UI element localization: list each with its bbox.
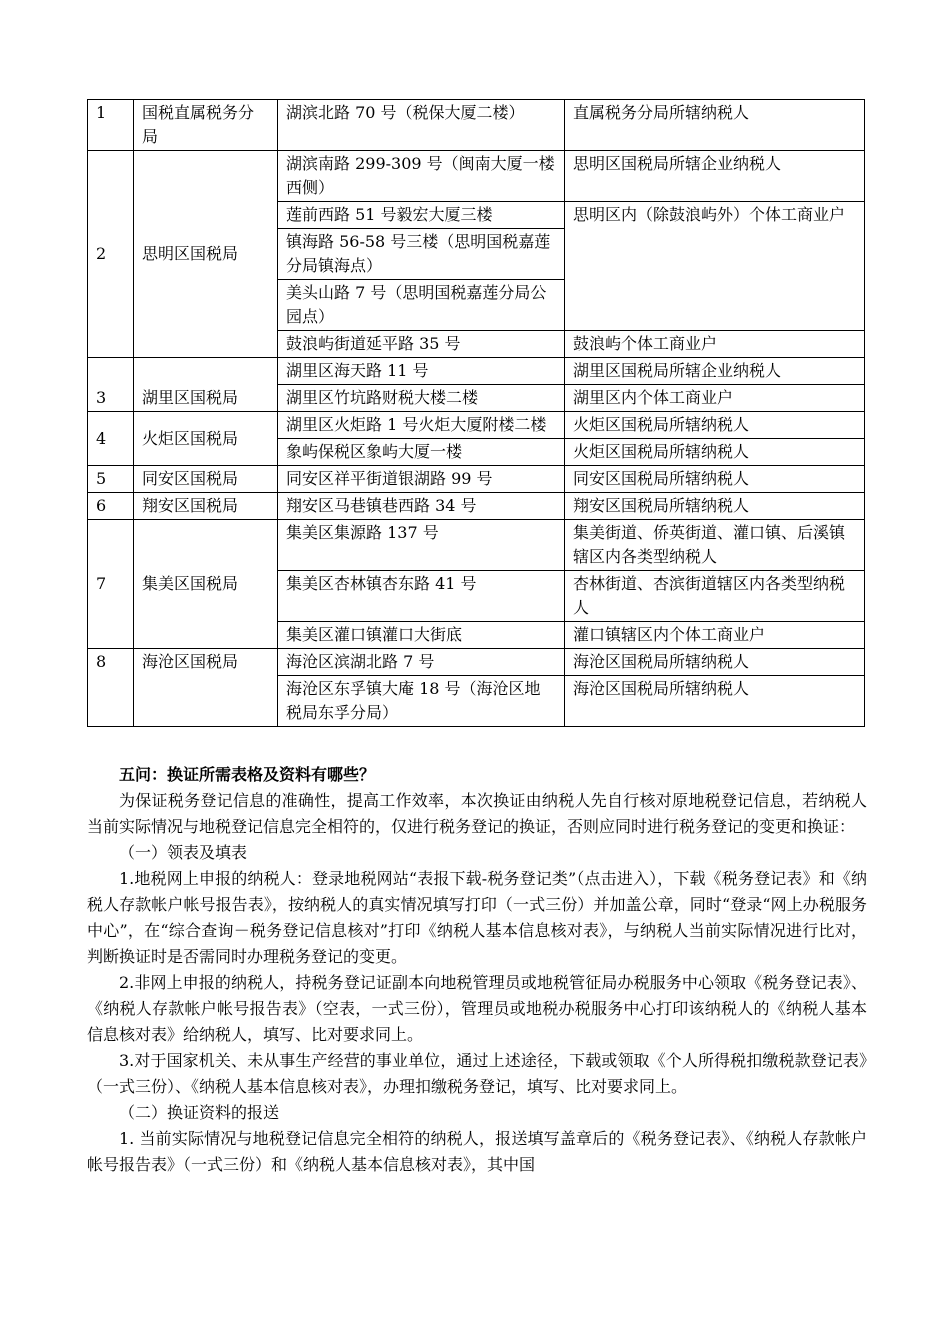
table-row — [88, 520, 865, 571]
paragraph-state-agencies: 3.对于国家机关、未从事生产经营的事业单位，通过上述途径，下载或领取《个人所得税扣缴税款登记表》（一式三份）、《纳税人基本信息核对表》，办理扣缴税务登记，填写、比对要求同上。 — [87, 1051, 867, 1096]
table-row — [88, 466, 865, 493]
office-address: 湖滨南路 299-309 号（闽南大厦一楼西侧） — [278, 151, 565, 202]
service-scope: 湖里区国税局所辖企业纳税人 — [565, 358, 865, 385]
office-address: 鼓浪屿街道延平路 35 号 — [278, 331, 565, 358]
office-address: 镇海路 56-58 号三楼（思明国税嘉莲分局镇海点） — [278, 229, 565, 280]
office-address: 集美区集源路 137 号 — [278, 520, 565, 571]
row-number: 7 — [88, 520, 134, 649]
service-scope: 灌口镇辖区内个体工商业户 — [565, 622, 865, 649]
table-row — [88, 100, 865, 151]
service-scope: 火炬区国税局所辖纳税人 — [565, 412, 865, 439]
service-scope: 集美街道、侨英街道、灌口镇、后溪镇辖区内各类型纳税人 — [565, 520, 865, 571]
table-row — [88, 493, 865, 520]
body-text — [87, 762, 867, 1178]
service-scope: 杏林街道、杏滨街道辖区内各类型纳税人 — [565, 571, 865, 622]
office-address: 海沧区东孚镇大庵 18 号（海沧区地税局东孚分局） — [278, 676, 565, 727]
office-address: 同安区祥平街道银湖路 99 号 — [278, 466, 565, 493]
intro-paragraph: 为保证税务登记信息的准确性，提高工作效率，本次换证由纳税人先自行核对原地税登记信息，若纳税人当前实际情况与地税登记信息完全相符的，仅进行税务登记的换证，否则应同时进行税务登记的变更和换证： — [87, 791, 867, 836]
office-address: 湖里区海天路 11 号 — [278, 358, 565, 385]
service-scope: 湖里区内个体工商业户 — [565, 385, 865, 412]
service-scope: 海沧区国税局所辖纳税人 — [565, 649, 865, 676]
bureau-name: 同安区国税局 — [134, 466, 278, 493]
row-number: 5 — [88, 466, 134, 493]
service-scope: 火炬区国税局所辖纳税人 — [565, 439, 865, 466]
row-number: 8 — [88, 649, 134, 727]
bureau-name: 国税直属税务分局 — [134, 100, 278, 151]
office-address: 莲前西路 51 号毅宏大厦三楼 — [278, 202, 565, 229]
service-scope: 思明区内（除鼓浪屿外）个体工商业户 — [565, 202, 865, 331]
section-heading: 五问：换证所需表格及资料有哪些？ — [119, 765, 376, 784]
service-scope: 直属税务分局所辖纳税人 — [565, 100, 865, 151]
row-number: 4 — [88, 412, 134, 466]
paragraph-offline-filers: 2.非网上申报的纳税人，持税务登记证副本向地税管理员或地税管征局办税服务中心领取《税务登记表》、《纳税人存款帐户帐号报告表》（空表，一式三份），管理员或地税办税服务中心打印该纳税人的《纳税人基本信息核对表》给纳税人，填写、比对要求同上。 — [87, 973, 867, 1044]
bureau-name: 火炬区国税局 — [134, 412, 278, 466]
paragraph-online-filers: 1.地税网上申报的纳税人：登录地税网站“表报下载-税务登记类”（点击进入），下载《税务登记表》和《纳税人存款帐户帐号报告表》，按纳税人的真实情况填写打印（一式三份）并加盖公章，同时“登录“网上办税服务中心”，在“综合查询－税务登记信息核对”打印《纳税人基本信息核对表》，与纳税人当前实际情况进行比对，判断换证时是否需同时办理税务登记的变更。 — [87, 869, 867, 966]
row-number: 3 — [88, 358, 134, 412]
office-address: 湖里区竹坑路财税大楼二楼 — [278, 385, 565, 412]
table-row — [88, 358, 865, 385]
paragraph-submission: 1. 当前实际情况与地税登记信息完全相符的纳税人，报送填写盖章后的《税务登记表》、《纳税人存款帐户帐号报告表》（一式三份）和《纳税人基本信息核对表》，其中国 — [87, 1129, 867, 1174]
row-number: 1 — [88, 100, 134, 151]
table-row — [88, 151, 865, 202]
office-address: 翔安区马巷镇巷西路 34 号 — [278, 493, 565, 520]
service-scope: 同安区国税局所辖纳税人 — [565, 466, 865, 493]
office-address: 集美区灌口镇灌口大街底 — [278, 622, 565, 649]
office-address: 集美区杏林镇杏东路 41 号 — [278, 571, 565, 622]
office-address: 美头山路 7 号（思明国税嘉莲分局公园点） — [278, 280, 565, 331]
subheading-submission: （二）换证资料的报送 — [119, 1103, 280, 1122]
service-scope: 海沧区国税局所辖纳税人 — [565, 676, 865, 727]
office-address: 海沧区滨湖北路 7 号 — [278, 649, 565, 676]
office-address: 象屿保税区象屿大厦一楼 — [278, 439, 565, 466]
office-address: 湖滨北路 70 号（税保大厦二楼） — [278, 100, 565, 151]
row-number: 6 — [88, 493, 134, 520]
bureau-name: 海沧区国税局 — [134, 649, 278, 727]
bureau-name: 思明区国税局 — [134, 151, 278, 358]
service-scope: 鼓浪屿个体工商业户 — [565, 331, 865, 358]
subheading-forms: （一）领表及填表 — [119, 843, 248, 862]
tax-office-table — [87, 99, 865, 727]
service-scope: 思明区国税局所辖企业纳税人 — [565, 151, 865, 202]
bureau-name: 集美区国税局 — [134, 520, 278, 649]
office-address: 湖里区火炬路 1 号火炬大厦附楼二楼 — [278, 412, 565, 439]
service-scope: 翔安区国税局所辖纳税人 — [565, 493, 865, 520]
table-row — [88, 412, 865, 439]
bureau-name: 湖里区国税局 — [134, 358, 278, 412]
bureau-name: 翔安区国税局 — [134, 493, 278, 520]
table-row — [88, 649, 865, 676]
row-number: 2 — [88, 151, 134, 358]
